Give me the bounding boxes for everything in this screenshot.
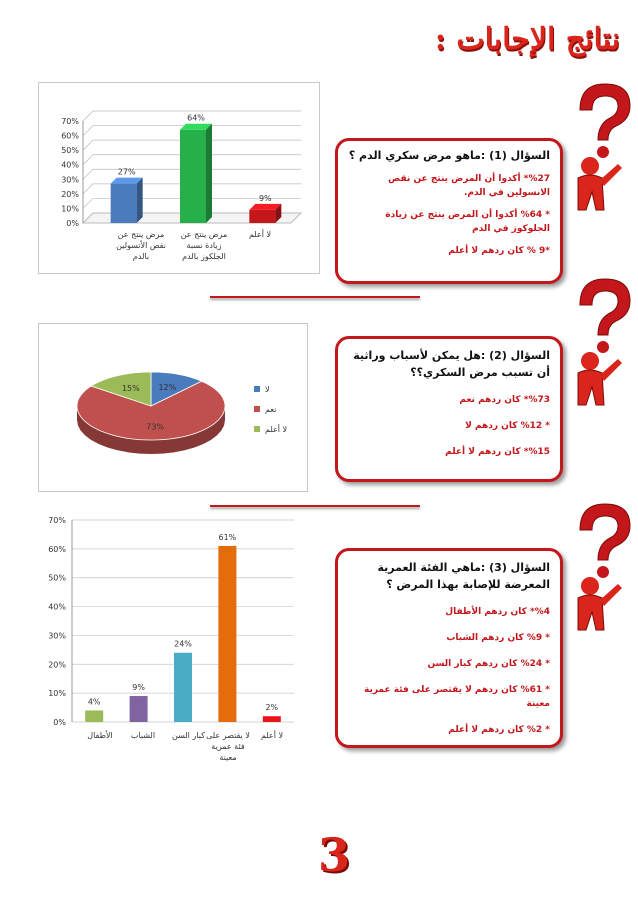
chart-2-svg bbox=[39, 324, 307, 491]
chart-3-ytick: 20% bbox=[48, 660, 66, 670]
chart-3-box bbox=[30, 510, 310, 770]
chart-3-ytick: 10% bbox=[48, 689, 66, 699]
chart-2-data-label: 15% bbox=[121, 383, 140, 393]
answer-percent: *9 % bbox=[526, 246, 550, 256]
chart-1-data-label: 64% bbox=[187, 113, 205, 123]
answer-text: كان ردهم لا يقتصر على فئة عمرية معينة bbox=[364, 685, 550, 709]
answer-percent: * %2 bbox=[526, 725, 550, 735]
chart-1-data-label: 27% bbox=[117, 167, 136, 177]
chart-3-data-label: 61% bbox=[218, 532, 237, 542]
chart-3-category: لا يقتصر على فئة عمرية معينة bbox=[206, 731, 250, 762]
question-1-heading: السؤال (1) :ماهو مرض سكري الدم ؟ bbox=[348, 149, 550, 162]
chart-1-category: مرض ينتج عن زيادة نسبة الجلكوز بالدم bbox=[180, 230, 228, 261]
chart-3-data-label: 2% bbox=[265, 703, 279, 713]
question-2-heading: السؤال (2) :هل يمكن لأسباب وراثية أن تسبب مرض السكري؟؟ bbox=[353, 349, 550, 379]
question-1-answer bbox=[348, 208, 550, 236]
chart-3-ytick: 50% bbox=[48, 573, 66, 583]
chart-1-bar bbox=[180, 130, 206, 223]
answer-text: كان ردهم لا أعلم bbox=[445, 447, 524, 457]
section-divider bbox=[210, 296, 420, 298]
question-figure-icon bbox=[560, 80, 636, 230]
chart-2-legend-label: نعم bbox=[265, 405, 277, 414]
answer-percent: %15* bbox=[523, 447, 550, 457]
chart-1-ytick: 50% bbox=[61, 146, 79, 156]
question-3-answer bbox=[348, 657, 550, 671]
chart-1-data-label: 9% bbox=[258, 193, 272, 203]
answer-percent: * %61 bbox=[520, 685, 550, 695]
page-title: نتائج الإجابات : bbox=[434, 22, 620, 57]
chart-3-bar bbox=[263, 716, 281, 722]
question-figure-icon bbox=[560, 275, 636, 425]
answer-text: كان ردهم نعم bbox=[459, 395, 524, 405]
chart-1-ytick: 30% bbox=[61, 175, 79, 185]
answer-text: كان ردهم لا أعلم bbox=[448, 246, 527, 256]
chart-3-ytick: 40% bbox=[48, 602, 66, 612]
chart-2-data-label: 12% bbox=[158, 383, 177, 393]
question-2-answer bbox=[348, 419, 550, 433]
chart-1-ytick: 10% bbox=[61, 204, 79, 214]
question-3-answer bbox=[348, 631, 550, 645]
question-1-box bbox=[335, 138, 563, 284]
chart-3-ytick: 30% bbox=[48, 631, 66, 641]
page-number: 3 bbox=[318, 828, 351, 882]
answer-percent: * %9 bbox=[526, 633, 550, 643]
question-2-box bbox=[335, 336, 563, 482]
chart-1-ytick: 40% bbox=[61, 160, 79, 170]
answer-text: كان ردهم الشباب bbox=[446, 633, 527, 643]
chart-1-category: مرض ينتج عن نقص الأنسولين بالدم bbox=[116, 230, 166, 261]
answer-text: كان ردهم لا bbox=[465, 421, 521, 431]
chart-3-ytick: 70% bbox=[48, 516, 66, 525]
question-2-answer bbox=[348, 393, 550, 407]
question-3-box bbox=[335, 548, 563, 748]
question-2-answer bbox=[348, 445, 550, 459]
chart-1-bar bbox=[249, 210, 275, 223]
chart-3-category: الشباب bbox=[130, 731, 156, 740]
chart-3-bar bbox=[85, 710, 103, 722]
question-3-answer bbox=[348, 605, 550, 619]
chart-3-category: لا أعلم bbox=[260, 731, 284, 740]
chart-1-ytick: 70% bbox=[61, 117, 79, 126]
chart-2-data-label: 73% bbox=[146, 422, 165, 432]
chart-2-legend-swatch bbox=[254, 386, 260, 392]
chart-2-legend-swatch bbox=[254, 406, 260, 412]
chart-3-ytick: 0% bbox=[53, 718, 66, 727]
answer-percent: %73* bbox=[523, 395, 550, 405]
chart-2-legend-swatch bbox=[254, 426, 260, 432]
chart-3-category: الأطفال bbox=[87, 731, 113, 740]
answer-percent: * %24 bbox=[520, 659, 550, 669]
answer-text: كان ردهم الأطفال bbox=[445, 607, 530, 617]
answer-percent: %4* bbox=[530, 607, 550, 617]
answer-percent: * %12 bbox=[520, 421, 550, 431]
chart-1-ytick: 20% bbox=[61, 189, 79, 199]
question-1-answer bbox=[348, 172, 550, 200]
chart-3-data-label: 24% bbox=[174, 639, 192, 649]
answer-text: أكدوا أن المرض ينتج عن زيادة الجلوكوز في الدم bbox=[385, 210, 550, 234]
question-3-answer bbox=[348, 723, 550, 737]
question-3-heading: السؤال (3) :ماهي الفئة العمرية المعرضة للإصابة بهذا المرض ؟ bbox=[377, 561, 550, 591]
question-3-answer bbox=[348, 683, 550, 711]
answer-text: كان ردهم لا أعلم bbox=[448, 725, 527, 735]
chart-3-category: كبار السن bbox=[172, 731, 205, 740]
chart-2-box bbox=[38, 323, 308, 492]
chart-1-category: لا أعلم bbox=[248, 230, 272, 239]
question-figure-icon bbox=[560, 500, 636, 650]
chart-2-legend-label: لا bbox=[265, 385, 270, 394]
chart-1-bar-side bbox=[206, 124, 212, 223]
chart-1-ytick: 0% bbox=[66, 219, 79, 228]
answer-text: كان ردهم كبار السن bbox=[427, 659, 521, 669]
answer-text: أكدوا أن المرض ينتج عن نقص الانسولين في الدم. bbox=[388, 174, 550, 198]
chart-3-bar bbox=[218, 546, 236, 722]
chart-2-legend-label: لا أعلم bbox=[265, 425, 288, 434]
chart-3-ytick: 60% bbox=[48, 544, 66, 554]
question-1-answer bbox=[348, 244, 550, 258]
chart-1-ytick: 60% bbox=[61, 131, 79, 141]
answer-percent: %27* bbox=[523, 174, 550, 184]
chart-1-bar-side bbox=[137, 178, 143, 223]
chart-1-box bbox=[38, 82, 320, 274]
section-divider bbox=[210, 505, 420, 507]
chart-3-data-label: 4% bbox=[87, 697, 101, 707]
chart-3-bar bbox=[130, 696, 148, 722]
answer-percent: * %64 bbox=[520, 210, 550, 220]
chart-3-data-label: 9% bbox=[132, 683, 145, 693]
chart-1-bar bbox=[111, 184, 137, 223]
chart-3-bar bbox=[174, 653, 192, 722]
